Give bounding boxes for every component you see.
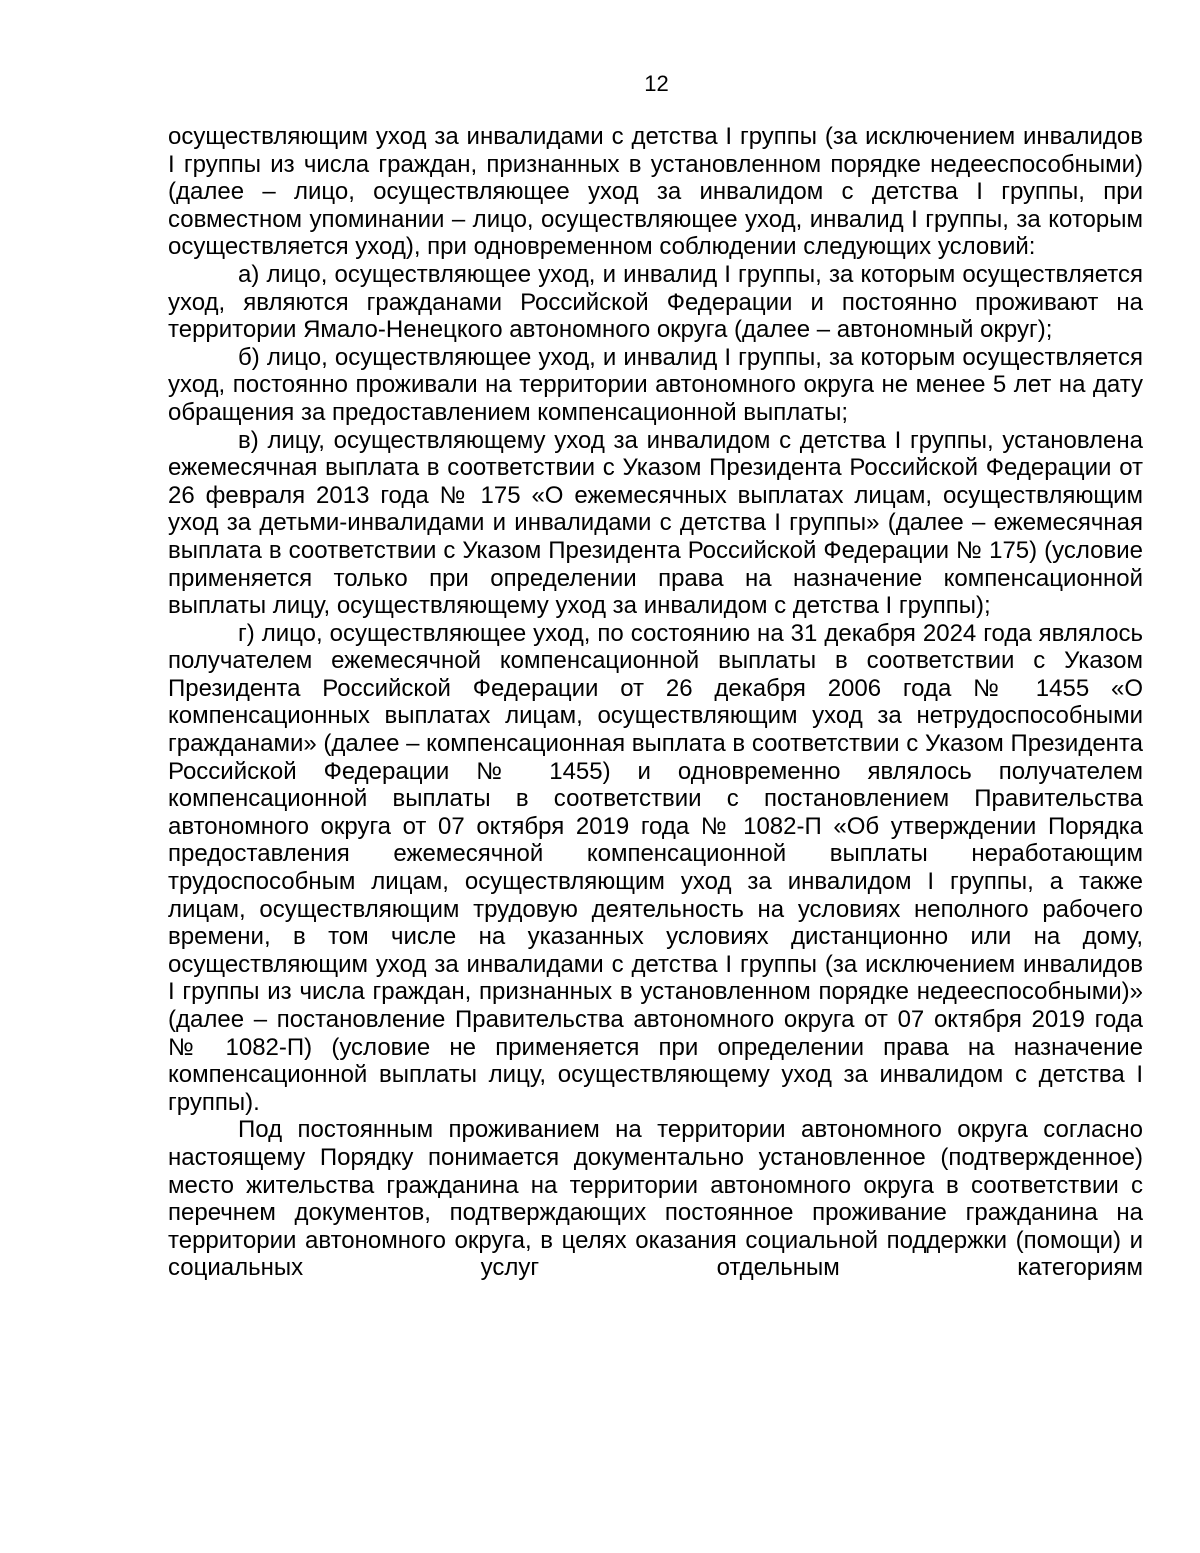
paragraph-continuation: осуществляющим уход за инвалидами с детства I группы (за исключением инвалидов I группы из числа граждан, признанных в установленном порядке недееспособными) (далее – лицо, осуществляющее уход за инвалидом с детства I группы, при совместном упоминании – лицо, осуществляющее уход, инвалид I группы, за которым осуществляется уход), при одновременном соблюдении следующих условий: — [168, 123, 1143, 261]
page-number: 12 — [644, 71, 669, 96]
paragraph-condition-g: г) лицо, осуществляющее уход, по состоянию на 31 декабря 2024 года являлось получателем ежемесячной компенсационной выплаты в соответствии с Указом Президента Российской Федерации от 26 декабря 2006 года № 1455 «О компенсационных выплатах лицам, осуществляющим уход за нетрудоспособными гражданами» (далее – компенсационная выплата в соответствии с Указом Президента Российской Федерации № 1455) и одновременно являлось получателем компенсационной выплаты в соответствии с постановлением Правительства автономного округа от 07 октября 2019 года № 1082-П «Об утверждении Порядка предоставления ежемесячной компенсационной выплаты неработающим трудоспособным лицам, осуществляющим уход за инвалидом I группы, а также лицам, осуществляющим трудовую деятельность на условиях неполного рабочего времени, в том числе на указанных условиях дистанционно или на дому, осуществляющим уход за инвалидами с детства I группы (за исключением инвалидов I группы из числа граждан, признанных в установленном порядке недееспособными)» (далее – постановление Правительства автономного округа от 07 октября 2019 года № 1082-П) (условие не применяется при определении права на назначение компенсационной выплаты лицу, осуществляющему уход за инвалидом с детства I группы). — [168, 619, 1143, 1116]
paragraph-condition-v: в) лицу, осуществляющему уход за инвалидом с детства I группы, установлена ежемесячная выплата в соответствии с Указом Президента Российской Федерации от 26 февраля 2013 года № 175 «О ежемесячных выплатах лицам, осуществляющим уход за детьми-инвалидами и инвалидами с детства I группы» (далее – ежемесячная выплата в соответствии с Указом Президента Российской Федерации № 175) (условие применяется только при определении права на назначение компенсационной выплаты лицу, осуществляющему уход за инвалидом с детства I группы); — [168, 426, 1143, 620]
paragraph-permanent-residence: Под постоянным проживанием на территории автономного округа согласно настоящему Порядку понимается документально установленное (подтвержденное) место жительства гражданина на территории автономного округа в соответствии с перечнем документов, подтверждающих постоянное проживание гражданина на территории автономного округа, в целях оказания социальной поддержки (помощи) и социальных услуг отдельным категориям — [168, 1116, 1143, 1282]
document-body — [168, 123, 1143, 1282]
paragraph-condition-a: а) лицо, осуществляющее уход, и инвалид I группы, за которым осуществляется уход, являются гражданами Российской Федерации и постоянно проживают на территории Ямало-Ненецкого автономного округа (далее – автономный округ); — [168, 260, 1143, 344]
paragraph-condition-b: б) лицо, осуществляющее уход, и инвалид I группы, за которым осуществляется уход, постоянно проживали на территории автономного округа не менее 5 лет на дату обращения за предоставлением компенсационной выплаты; — [168, 343, 1143, 426]
